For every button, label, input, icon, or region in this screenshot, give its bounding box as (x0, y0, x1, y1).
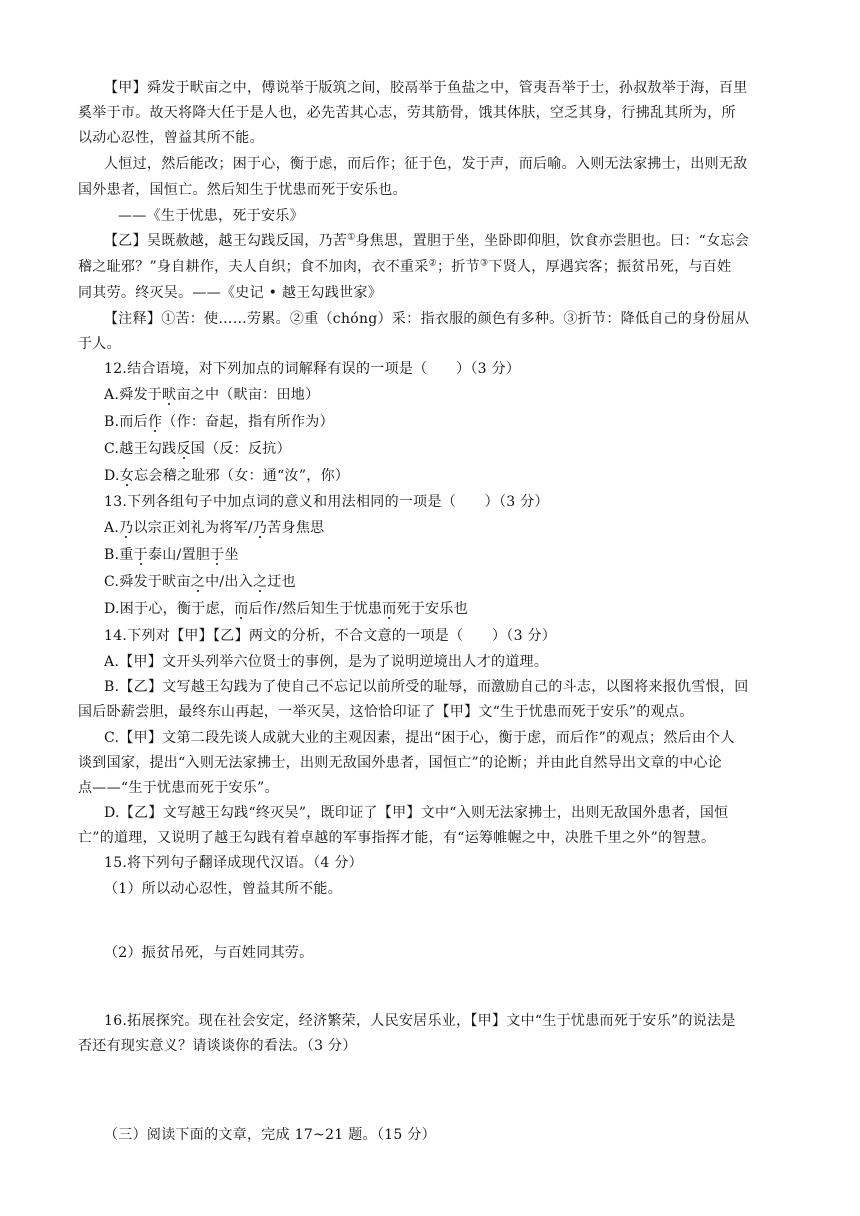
question-12-option-c (104, 437, 786, 461)
question-12-option-b (104, 410, 786, 434)
passage-jia-line-4: 人恒过，然后能改；困于心，衡于虑，而后作；征于色，发于声，而后喻。入则无法家拂士，出则无敌 (104, 156, 748, 172)
question-13-option-b (104, 543, 786, 567)
dotted-word: 之 (190, 574, 206, 590)
question-13-option-a (104, 516, 786, 540)
passage-yi-line-2 (78, 255, 786, 279)
text: 稽之耻邪？”身自耕作，夫人自织；食不加肉，衣不重采 (78, 259, 429, 275)
text: C.舜发于畎亩 (104, 574, 191, 590)
passage-jia-line-5: 国外患者，国恒亡。然后知生于忧患而死于安乐也。 (78, 182, 407, 198)
text: C.越王勾践 (104, 441, 177, 457)
question-13-stem: 13.下列各组句子中加点词的意义和用法相同的一项是（ ）（3 分） (104, 494, 549, 510)
text: 国（反：反抗） (190, 441, 291, 457)
passage-jia-line-2: 奚举于市。故天将降大任于是人也，必先苦其心志，劳其筋骨，饿其体肤，空乏其身，行拂乱其所为，所 (78, 105, 736, 121)
annotation-line-1: 【注释】①苦：使……劳累。②重（chóng）采：指衣服的颜色有多种。③折节：降低自己的身份屈从 (104, 311, 750, 327)
question-15-sentence-2: （2）振贫吊死，与百姓同其劳。 (104, 945, 314, 961)
dotted-word: 畎 (162, 387, 177, 403)
text: A. (104, 520, 120, 536)
annotation-line-2: 于人。 (78, 336, 121, 352)
note-marker: ② (428, 258, 438, 269)
question-13-option-d (104, 597, 786, 621)
text: 后作/然后知生于忧患 (248, 601, 383, 617)
question-13-option-c (104, 570, 786, 594)
text: 身焦思，置胆于坐，坐卧即仰胆，饮食亦尝胆也。曰：“女忘会 (355, 233, 750, 249)
dotted-word: 而 (234, 601, 249, 617)
dotted-word: 女 (119, 468, 135, 484)
question-12-stem: 12.结合语境，对下列加点的词解释有误的一项是（ ）（3 分） (104, 361, 521, 377)
question-14-option-d-line-2: 亡”的道理，又说明了越王勾践有着卓越的军事指挥才能，有“运筹帷幄之中，决胜千里之外”的智慧。 (78, 830, 716, 846)
question-12-option-d (104, 464, 786, 488)
text: D.困于心，衡于虑， (104, 601, 235, 617)
passage-jia-source: ——《生于忧患，死于安乐》 (118, 208, 304, 224)
question-14-option-a: A.【甲】文开头列举六位贤士的事例，是为了说明逆境出人才的道理。 (104, 654, 549, 670)
question-14-option-b-line-1: B.【乙】文写越王勾践为了使自己不忘记以前所受的耻辱，而激励自己的斗志，以图将来报仇雪恨，回 (104, 679, 749, 695)
text: 死于安乐也 (396, 601, 469, 617)
question-15-sentence-1: （1）所以动心忍性，曾益其所不能。 (104, 881, 343, 897)
question-12-option-a (104, 383, 786, 407)
passage-yi-line-1 (104, 229, 786, 253)
text: 苦身焦思 (267, 520, 325, 536)
text: 忘会稽之耻邪（女：通“汝”，你） (134, 468, 350, 484)
question-14-option-c-line-1: C.【甲】文第二段先谈人成就大业的主观因素，提出“困于心，衡于虑，而后作”的观点；然后由个人 (104, 730, 735, 746)
question-14-option-d-line-1: D.【乙】文写越王勾践“终灭吴”，既印证了【甲】文中“入则无法家拂士，出则无敌国外患者，国恒 (104, 805, 729, 821)
text: 迂也 (267, 574, 296, 590)
dotted-word: 于 (210, 547, 225, 563)
question-16-line-1: 16.拓展探究。现在社会安定，经济繁荣，人民安居乐业，【甲】文中“生于忧患而死于安乐”的说法是 (104, 1013, 736, 1029)
question-15-stem: 15.将下列句子翻译成现代汉语。（4 分） (104, 855, 363, 871)
passage-jia-line-1: 【甲】舜发于畎亩之中，傅说举于版筑之间，胶鬲举于鱼盐之中，管夷吾举于士，孙叔敖举于海，百里 (104, 80, 748, 96)
question-14-option-c-line-2: 谈到国家，提出“入则无法家拂士，出则无敌国外患者，国恒亡”的论断；并由此自然导出文章的中心论 (78, 755, 723, 771)
text: D. (104, 468, 120, 484)
passage-yi-line-3: 同其劳。终灭吴。——《史记 • 越王勾践世家》 (78, 285, 383, 301)
note-marker: ① (347, 232, 356, 243)
dotted-word: 而 (382, 601, 397, 617)
dotted-word: 乃 (252, 520, 268, 536)
text: A.舜发于 (104, 387, 163, 403)
text: B.重 (104, 547, 134, 563)
dotted-word: 于 (133, 547, 148, 563)
dotted-word: 反 (176, 441, 191, 457)
text: 下贤人，厚遇宾客；振贫吊死，与百姓 (488, 259, 732, 275)
text: 坐 (224, 547, 239, 563)
question-14-option-c-line-3: 点——“生于忧患而死于安乐”。 (78, 780, 279, 796)
section-3-heading: （三）阅读下面的文章，完成 17~21 题。（15 分） (104, 1127, 436, 1143)
dotted-word: 乃 (119, 520, 134, 536)
text: ；折节 (437, 259, 480, 275)
question-14-stem: 14.下列对【甲】【乙】两文的分析，不合文意的一项是（ ）（3 分） (104, 628, 557, 644)
dotted-word: 之 (253, 574, 268, 590)
text: B.而后 (104, 414, 148, 430)
question-16-line-2: 否还有现实意义？请谈谈你的看法。（3 分） (78, 1038, 357, 1054)
note-marker: ③ (479, 258, 489, 269)
dotted-word: 作 (147, 414, 163, 430)
text: 以宗正刘礼为将军/ (133, 520, 253, 536)
question-14-option-b-line-2: 国后卧薪尝胆，最终东山再起，一举灭吴，这恰恰印证了【甲】文“生于忧患而死于安乐”的观点。 (78, 704, 694, 720)
text: 中/出入 (205, 574, 253, 590)
text: 亩之中（畎亩：田地） (176, 387, 320, 403)
passage-jia-line-3: 以动心忍性，曾益其所不能。 (78, 130, 264, 146)
text: （作：奋起，指有所作为） (162, 414, 334, 430)
text: 【乙】吴既赦越，越王勾践反国，乃苦 (104, 233, 348, 249)
text: 泰山/置胆 (147, 547, 211, 563)
